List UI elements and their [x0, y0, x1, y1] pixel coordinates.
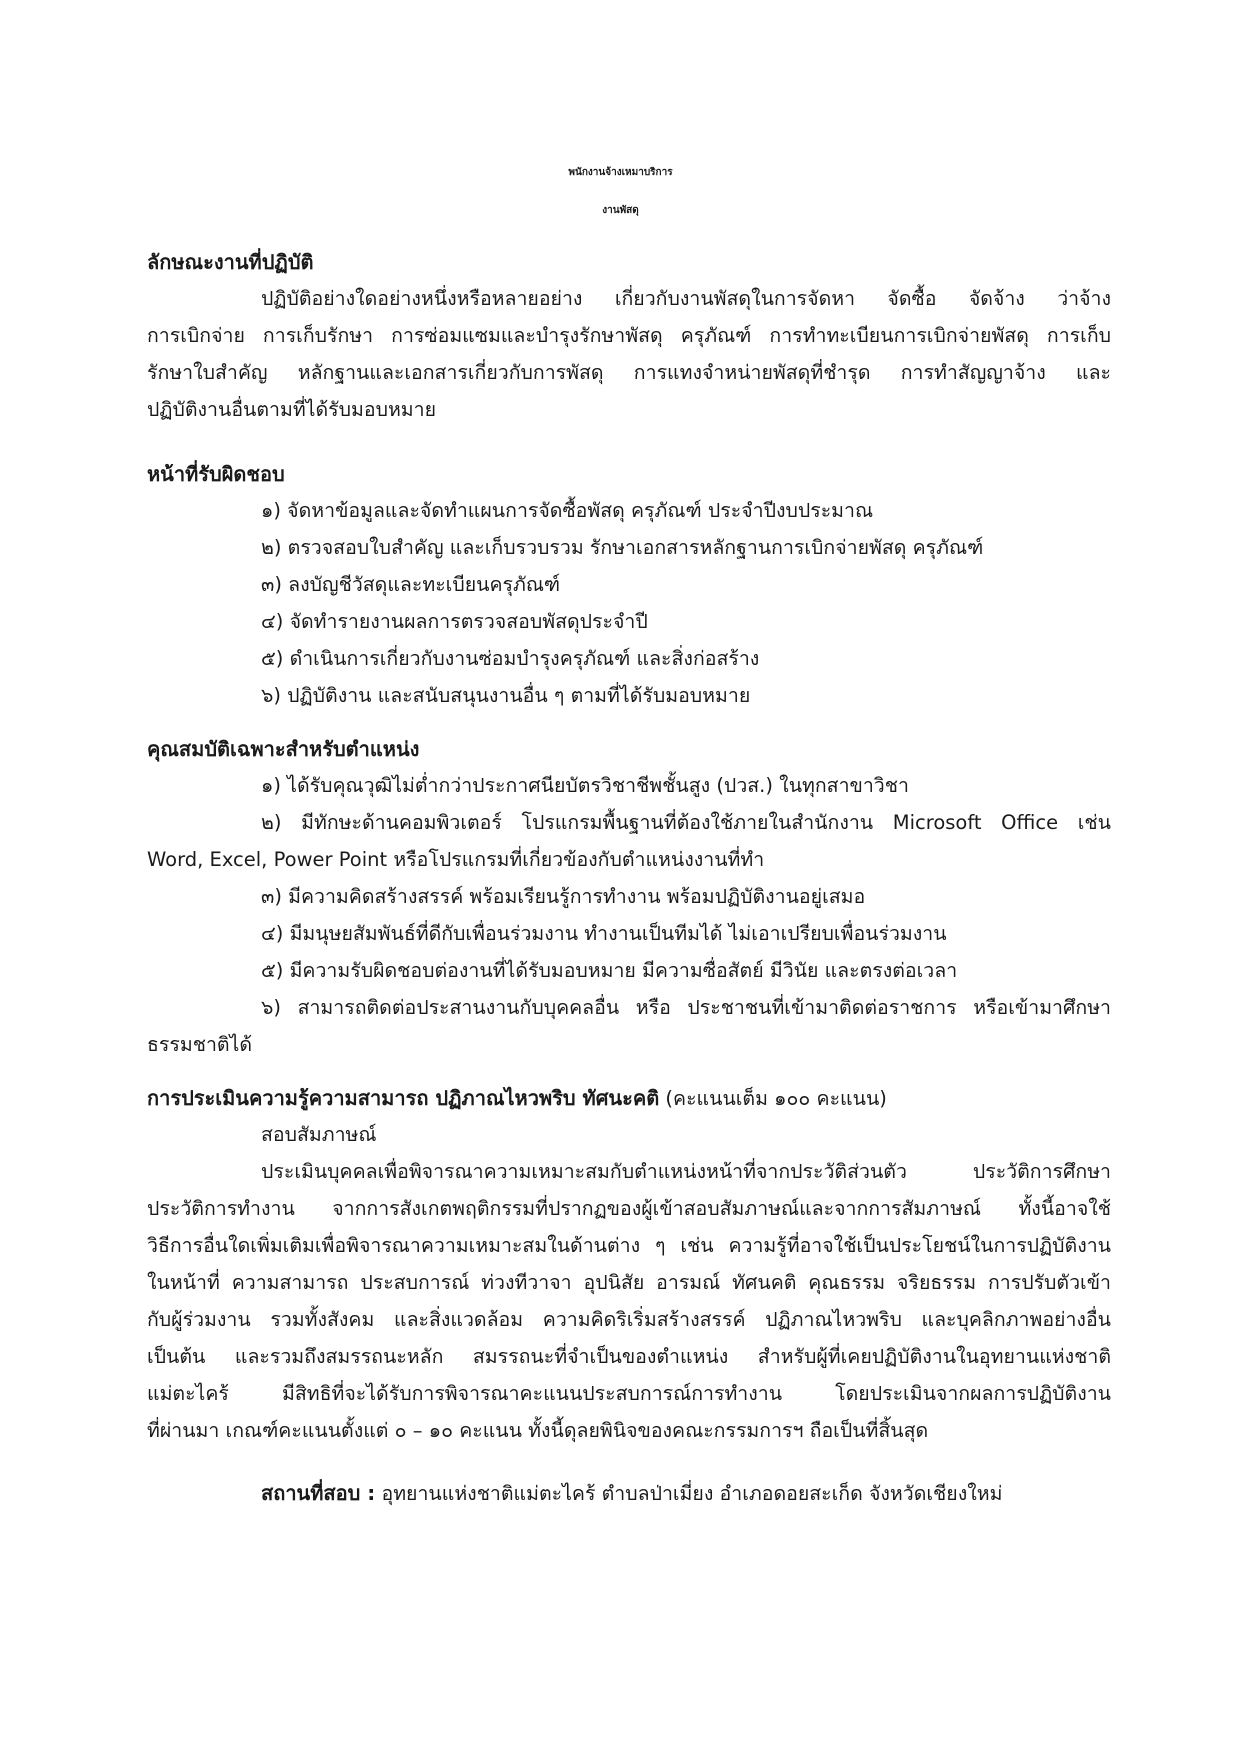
list-item: ๒) ตรวจสอบใบสำคัญ และเก็บรวบรวม รักษาเอกสารหลักฐานการเบิกจ่ายพัสดุ ครุภัณฑ์ [261, 536, 984, 559]
section-heading-assessment [147, 1083, 887, 1114]
assessment-method: สอบสัมภาษณ์ [261, 1123, 377, 1146]
list-item-continuation: Word, Excel, Power Point หรือโปรแกรมที่เกี่ยวข้องกับตำแหน่งงานที่ทำ [147, 848, 765, 871]
exam-location [261, 1478, 1002, 1509]
paragraph-line: แม่ตะไคร้ มีสิทธิที่จะได้รับการพิจารณาคะแนนประสบการณ์การทำงาน โดยประเมินจากผลการปฏิบัติงาน [147, 1382, 1111, 1405]
list-item: ๔) มีมนุษยสัมพันธ์ที่ดีกับเพื่อนร่วมงาน ทำงานเป็นทีมได้ ไม่เอาเปรียบเพื่อนร่วมงาน [261, 922, 947, 945]
section-heading-work-nature: ลักษณะงานที่ปฏิบัติ [147, 250, 314, 274]
list-item: ๔) จัดทำรายงานผลการตรวจสอบพัสดุประจำปี [261, 610, 648, 633]
paragraph-line: ปฏิบัติอย่างใดอย่างหนึ่งหรือหลายอย่าง เกี่ยวกับงานพัสดุในการจัดหา จัดซื้อ จัดจ้าง ว่าจ้าง [261, 287, 1111, 310]
paragraph-line: วิธีการอื่นใดเพิ่มเติมเพื่อพิจารณาความเหมาะสมในด้านต่าง ๆ เช่น ความรู้ที่อาจใช้เป็นประโยชน์ในการปฏิบัติงาน [147, 1234, 1111, 1257]
assessment-heading-bold: การประเมินความรู้ความสามารถ ปฏิภาณไหวพริบ ทัศนะคติ [147, 1086, 660, 1110]
document-title: พนักงานจ้างเหมาบริการ [568, 167, 673, 178]
list-item-continuation: ธรรมชาติได้ [147, 1033, 253, 1056]
paragraph-line: การเบิกจ่าย การเก็บรักษา การซ่อมแซมและบำรุงรักษาพัสดุ ครุภัณฑ์ การทำทะเบียนการเบิกจ่ายพัสดุ การเก็บ [147, 324, 1111, 347]
paragraph-line: ประวัติการทำงาน จากการสังเกตพฤติกรรมที่ปรากฏของผู้เข้าสอบสัมภาษณ์และจากการสัมภาษณ์ ทั้งนี้อาจใช้ [147, 1197, 1111, 1220]
paragraph-line: เป็นต้น และรวมถึงสมรรถนะหลัก สมรรถนะที่จำเป็นของตำแหน่ง สำหรับผู้ที่เคยปฏิบัติงานในอุทยานแห่งชาติ [147, 1345, 1111, 1368]
paragraph-line: ในหน้าที่ ความสามารถ ประสบการณ์ ท่วงทีวาจา อุปนิสัย อารมณ์ ทัศนคติ คุณธรรม จริยธรรม การปรับตัวเข้า [147, 1271, 1111, 1294]
paragraph-line: ปฏิบัติงานอื่นตามที่ได้รับมอบหมาย [147, 398, 437, 421]
assessment-score-note: (คะแนนเต็ม ๑๐๐ คะแนน) [659, 1087, 887, 1110]
list-item: ๖) สามารถติดต่อประสานงานกับบุคคลอื่น หรือ ประชาชนที่เข้ามาติดต่อราชการ หรือเข้ามาศึกษา [261, 996, 1111, 1019]
section-heading-qualifications: คุณสมบัติเฉพาะสำหรับตำแหน่ง [147, 737, 420, 761]
paragraph-line: ที่ผ่านมา เกณฑ์คะแนนตั้งแต่ ๐ – ๑๐ คะแนน ทั้งนี้ดุลยพินิจของคณะกรรมการฯ ถือเป็นที่สิ้นสุด [147, 1419, 929, 1442]
paragraph-line: ประเมินบุคคลเพื่อพิจารณาความเหมาะสมกับตำแหน่งหน้าที่จากประวัติส่วนตัว ประวัติการศึกษา [261, 1160, 1111, 1183]
paragraph-line: กับผู้ร่วมงาน รวมทั้งสังคม และสิ่งแวดล้อม ความคิดริเริ่มสร้างสรรค์ ปฏิภาณไหวพริบ และบุคลิกภาพอย่างอื่น [147, 1308, 1111, 1331]
exam-location-value: อุทยานแห่งชาติแม่ตะไคร้ ตำบลป่าเมี่ยง อำเภอดอยสะเก็ด จังหวัดเชียงใหม่ [375, 1482, 1003, 1505]
list-item: ๑) จัดหาข้อมูลและจัดทำแผนการจัดซื้อพัสดุ ครุภัณฑ์ ประจำปีงบประมาณ [261, 499, 874, 522]
section-heading-responsibilities: หน้าที่รับผิดชอบ [147, 462, 285, 486]
paragraph-line: รักษาใบสำคัญ หลักฐานและเอกสารเกี่ยวกับการพัสดุ การแทงจำหน่ายพัสดุที่ชำรุด การทำสัญญาจ้าง และ [147, 361, 1111, 384]
list-item: ๕) มีความรับผิดชอบต่องานที่ได้รับมอบหมาย มีความซื่อสัตย์ มีวินัย และตรงต่อเวลา [261, 959, 958, 982]
exam-location-label: สถานที่สอบ : [261, 1481, 376, 1505]
list-item: ๒) มีทักษะด้านคอมพิวเตอร์ โปรแกรมพื้นฐานที่ต้องใช้ภายในสำนักงาน Microsoft Office เช่น [261, 811, 1111, 834]
list-item: ๓) มีความคิดสร้างสรรค์ พร้อมเรียนรู้การทำงาน พร้อมปฏิบัติงานอยู่เสมอ [261, 885, 866, 908]
list-item: ๖) ปฏิบัติงาน และสนับสนุนงานอื่น ๆ ตามที่ได้รับมอบหมาย [261, 684, 751, 707]
list-item: ๑) ได้รับคุณวุฒิไม่ต่ำกว่าประกาศนียบัตรวิชาชีพชั้นสูง (ปวส.) ในทุกสาขาวิชา [261, 774, 909, 797]
list-item: ๓) ลงบัญชีวัสดุและทะเบียนครุภัณฑ์ [261, 573, 561, 596]
document-subtitle: งานพัสดุ [602, 205, 639, 216]
list-item: ๕) ดำเนินการเกี่ยวกับงานซ่อมบำรุงครุภัณฑ์ และสิ่งก่อสร้าง [261, 647, 760, 670]
